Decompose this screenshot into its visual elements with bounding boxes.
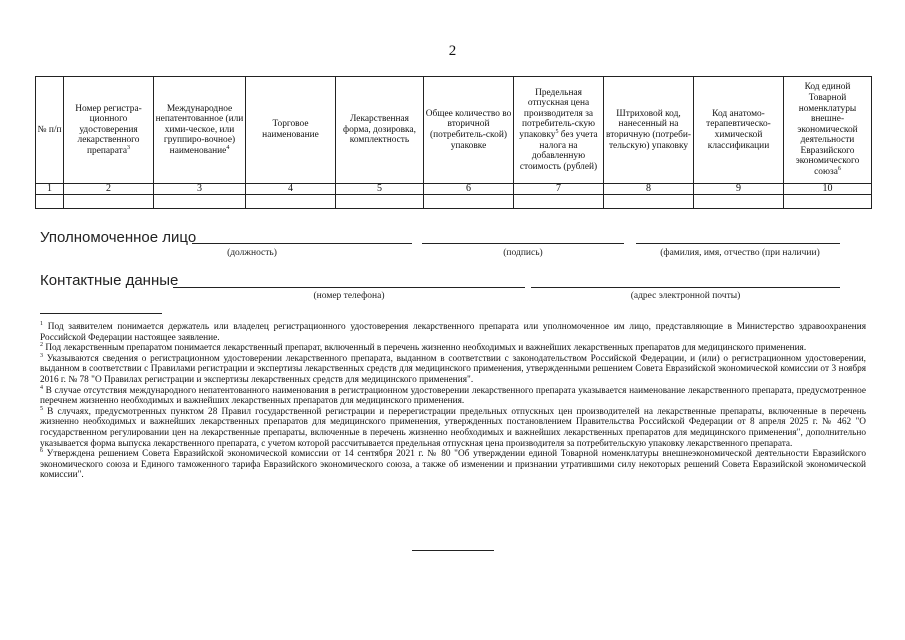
header-cell: Номер регистра-ционного удостоверения лекарственного препарата$^3$ <box>64 77 154 184</box>
footnote: $^6$ Утверждена решением Совета Евразийской экономической комиссии от 14 сентября 2021 г. № 80 "Об утверждении единой Товарной номенклатуры внешнеэкономической деятельности Евразийского экономического союза и Единого таможенного тарифа Евразийского экономического союза, а также об изменении и признании утратившими силу некоторых решений Совета Евразийской экономической комиссии". <box>40 448 866 481</box>
footnote: $^1$ Под заявителем понимается держатель или владелец регистрационного удостоверения лекарственного препарата или уполномоченное им лицо, представляющие в Министерство здравоохранения Российской Федерации настоящее заявление. <box>40 320 866 343</box>
column-number: 8 <box>604 184 694 195</box>
column-number: 5 <box>336 184 424 195</box>
footnotes <box>40 322 866 481</box>
position-line[interactable] <box>192 243 412 244</box>
contacts-label: Контактные данные <box>40 272 179 289</box>
table-cell[interactable] <box>36 195 64 209</box>
empty-data-row <box>36 195 872 209</box>
header-row <box>36 77 872 184</box>
header-cell: Общее количество во вторичной (потребитель-ской) упаковке <box>424 77 514 184</box>
column-number: 2 <box>64 184 154 195</box>
table-cell[interactable] <box>784 195 872 209</box>
header-cell: Лекарственная форма, дозировка, комплектность <box>336 77 424 184</box>
full-name-line[interactable] <box>636 243 840 244</box>
header-cell: Код анатомо-терапевтическо-химической классификации <box>694 77 784 184</box>
table-cell[interactable] <box>336 195 424 209</box>
phone-line[interactable] <box>173 287 525 288</box>
application-table <box>35 76 872 209</box>
phone-caption: (номер телефона) <box>313 291 385 301</box>
column-number: 3 <box>154 184 246 195</box>
table-cell[interactable] <box>694 195 784 209</box>
column-number: 6 <box>424 184 514 195</box>
full-name-caption: (фамилия, имя, отчество (при наличии) <box>660 248 820 258</box>
page-number: 2 <box>448 43 457 59</box>
email-caption: (адрес электронной почты) <box>630 291 741 301</box>
column-number-row <box>36 184 872 195</box>
header-cell: № п/п <box>36 77 64 184</box>
header-cell: Предельная отпускная цена производителя за потребитель-скую упаковку$^5$ без учета налога на добавленную стоимость (рублей) <box>514 77 604 184</box>
footnote-separator <box>40 313 162 314</box>
footnote: $^2$ Под лекарственным препаратом понимается лекарственный препарат, включенный в перечень жизненно необходимых и важнейших лекарственных препаратов для медицинского применения. <box>40 342 807 354</box>
column-number: 10 <box>784 184 872 195</box>
header-cell: Торговое наименование <box>246 77 336 184</box>
end-separator <box>412 550 494 551</box>
table-cell[interactable] <box>424 195 514 209</box>
signature-line[interactable] <box>422 243 624 244</box>
email-line[interactable] <box>531 287 840 288</box>
footnote: $^3$ Указываются сведения о регистрационном удостоверении лекарственного препарата, выданном в соответствии с законодательством Российской Федерации, и (или) о регистрационном удостоверении, выданном в соответствии с Правилами регистрации и экспертизы лекарственных средств для медицинского применения, утвержденными решением Совета Евразийской экономической комиссии от 3 ноября 2016 г. № 78 "О Правилах регистрации и экспертизы лекарственных средств для медицинского применения". <box>40 352 866 385</box>
column-number: 7 <box>514 184 604 195</box>
table-cell[interactable] <box>604 195 694 209</box>
header-cell: Код единой Товарной номенклатуры внешне-экономической деятельности Евразийского экономического союза$^6$ <box>784 77 872 184</box>
table-cell[interactable] <box>154 195 246 209</box>
header-cell: Штриховой код, нанесенный на вторичную (потреби-тельскую) упаковку <box>604 77 694 184</box>
position-caption: (должность) <box>227 248 277 258</box>
table-cell[interactable] <box>514 195 604 209</box>
footnote: $^4$ В случае отсутствия международного непатентованного наименования в регистрационном удостоверении лекарственного препарата указывается наименование лекарственного препарата, предусмотренное перечнем жизненно необходимых и важнейших лекарственных препаратов для медицинского применения. <box>40 384 866 407</box>
signature-caption: (подпись) <box>503 248 543 258</box>
column-number: 1 <box>36 184 64 195</box>
column-number: 9 <box>694 184 784 195</box>
authorized-person-label: Уполномоченное лицо <box>40 229 197 246</box>
table-cell[interactable] <box>246 195 336 209</box>
footnote: $^5$ В случаях, предусмотренных пунктом 28 Правил государственной регистрации и перерегистрации предельных отпускных цен производителей на лекарственные препараты, включенные в перечень жизненно необходимых и важнейших лекарственных препаратов для медицинского применения, утвержденных постановлением Правительства Российской Федерации от 8 апреля 2025 г. № 462 "О государственном регулировании цен на лекарственные препараты, включенные в перечень жизненно необходимых и важнейших лекарственных препаратов для медицинского применения", дополнительно указывается форма выпуска лекарственного препарата, с учетом которой рассчитывается предельная отпускная цена производителя за потребительскую упаковку лекарственного препарата. <box>40 405 866 449</box>
table-cell[interactable] <box>64 195 154 209</box>
column-number: 4 <box>246 184 336 195</box>
header-cell: Международное непатентованное (или хими-ческое, или группиро-вочное) наименование$^4$ <box>154 77 246 184</box>
